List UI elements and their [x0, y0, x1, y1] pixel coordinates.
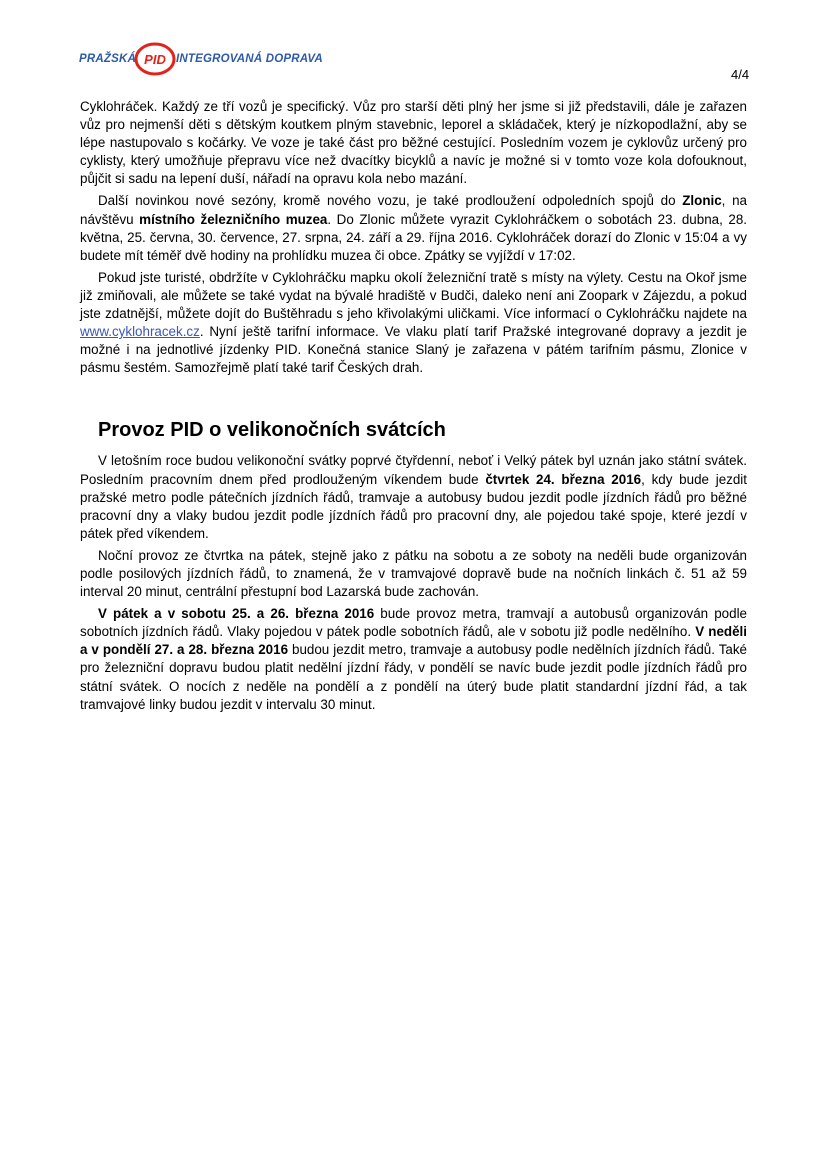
pid-logo [79, 42, 339, 76]
paragraph-weekend-service: V pátek a v sobotu 25. a 26. března 2016 bude provoz metra, tramvají a autobusů organizován podle sobotních jízdních řádů. Vlaky pojedou v pátek podle sobotních řádů, ale v sobotu již podle nedělního. V neděli a v pondělí 27. a 28. března 2016 budou jezdit metro, tramvaje a autobusy podle nedělních jízdních řádů. Také pro železniční dopravu budou platit nedělní jízdní řády, v pondělí se navíc bude jezdit podle jízdních řádů pro státní svátek. O nocích z neděle na pondělí a z pondělí na úterý bude platit standardní jízdní řád, a tak tramvajové linky budou jezdit v intervalu 30 minut. [80, 606, 748, 712]
page-number: 4/4 [731, 67, 750, 82]
logo-text-integrovana-doprava: INTEGROVANÁ DOPRAVA [176, 53, 323, 65]
paragraph-easter-intro: V letošním roce budou velikonoční svátky poprvé čtyřdenní, neboť i Velký pátek byl uznán jako státní svátek. Posledním pracovním dnem před prodlouženým víkendem bude čtvrtek 24. března 2016, kdy bude jezdit pražské metro podle pátečních jízdních řádů, tramvaje a autobusy budou jezdit podle jízdních řádů pro běžné pracovní dny a vlaky budou jezdit podle jízdních řádů pro pracovní dny, ale pojedou také spoje, které jezdí v pátek před víkendem. [80, 453, 747, 541]
svg-text:PID: PID [144, 52, 166, 67]
paragraph-cyklohracek-cars: Cyklohráček. Každý ze tří vozů je specifický. Vůz pro starší děti plný her jsme si již představili, dále je zařazen vůz pro nejmenší děti s dětským koutkem plným stavebnic, leporel a skládaček, který je nízkopodlažní, aby se lépe nastupovalo s kočárky. Ve voze je také část pro běžné cestující. Posledním vozem je cyklovůz určený pro cyklisty, který umožňuje přepravu více než dvacítky bicyklů a navíc je možné si v tomto voze kola dofouknout, půjčit si sadu na lepení duší, nářadí na opravu kola nebo mazání. [80, 99, 747, 187]
section-heading-easter: Provoz PID o velikonočních svátcích [98, 419, 446, 442]
logo-text-prazska: PRAŽSKÁ [79, 53, 136, 65]
paragraph-tourists: Pokud jste turisté, obdržíte v Cyklohráčku mapku okolí železniční tratě s místy na výlety. Cestu na Okoř jsme již zmiňovali, ale můžete se také vydat na bývalé hradiště v Budči, daleko není ani Zoopark v Zájezdu, a pokud jste zdatnější, můžete dojít do Buštěhradu s jeho křivolakými uličkami. Více informací o Cyklohráčku najdete na www.cyklohracek.cz. Nyní ještě tarifní informace. Ve vlaku platí tarif Pražské integrované dopravy a jezdit je možné i na jednotlivé jízdenky PID. Konečná stanice Slaný je zařazena v pátém tarifním pásmu, Zlonice v pásmu šestém. Samozřejmě platí také tarif Českých drah. [80, 269, 747, 376]
paragraph-zlonic: Další novinkou nové sezóny, kromě nového vozu, je také prodloužení odpoledních spojů do Zlonic, na návštěvu místního železničního muzea. Do Zlonic můžete vyrazit Cyklohráčkem o sobotách 23. dubna, 28. května, 25. června, 30. července, 27. srpna, 24. září a 29. října 2016. Cyklohráček dorazí do Zlonic v 15:04 a vy budete mít téměř dvě hodiny na prohlídku muzea či obce. Zpátky se vyjíždí v 17:02. [80, 193, 747, 263]
pid-logo-icon [134, 42, 176, 76]
cyklohracek-link[interactable]: www.cyklohracek.cz [80, 324, 200, 340]
document-body [80, 98, 747, 714]
paragraph-night-service: Noční provoz ze čtvrtka na pátek, stejně jako z pátku na sobotu a ze soboty na neděli bude organizován podle posilových jízdních řádů, to znamená, že v tramvajové dopravě bude na nočních linkách č. 51 až 59 interval 20 minut, centrální přestupní bod Lazarská bude zachován. [80, 547, 747, 600]
